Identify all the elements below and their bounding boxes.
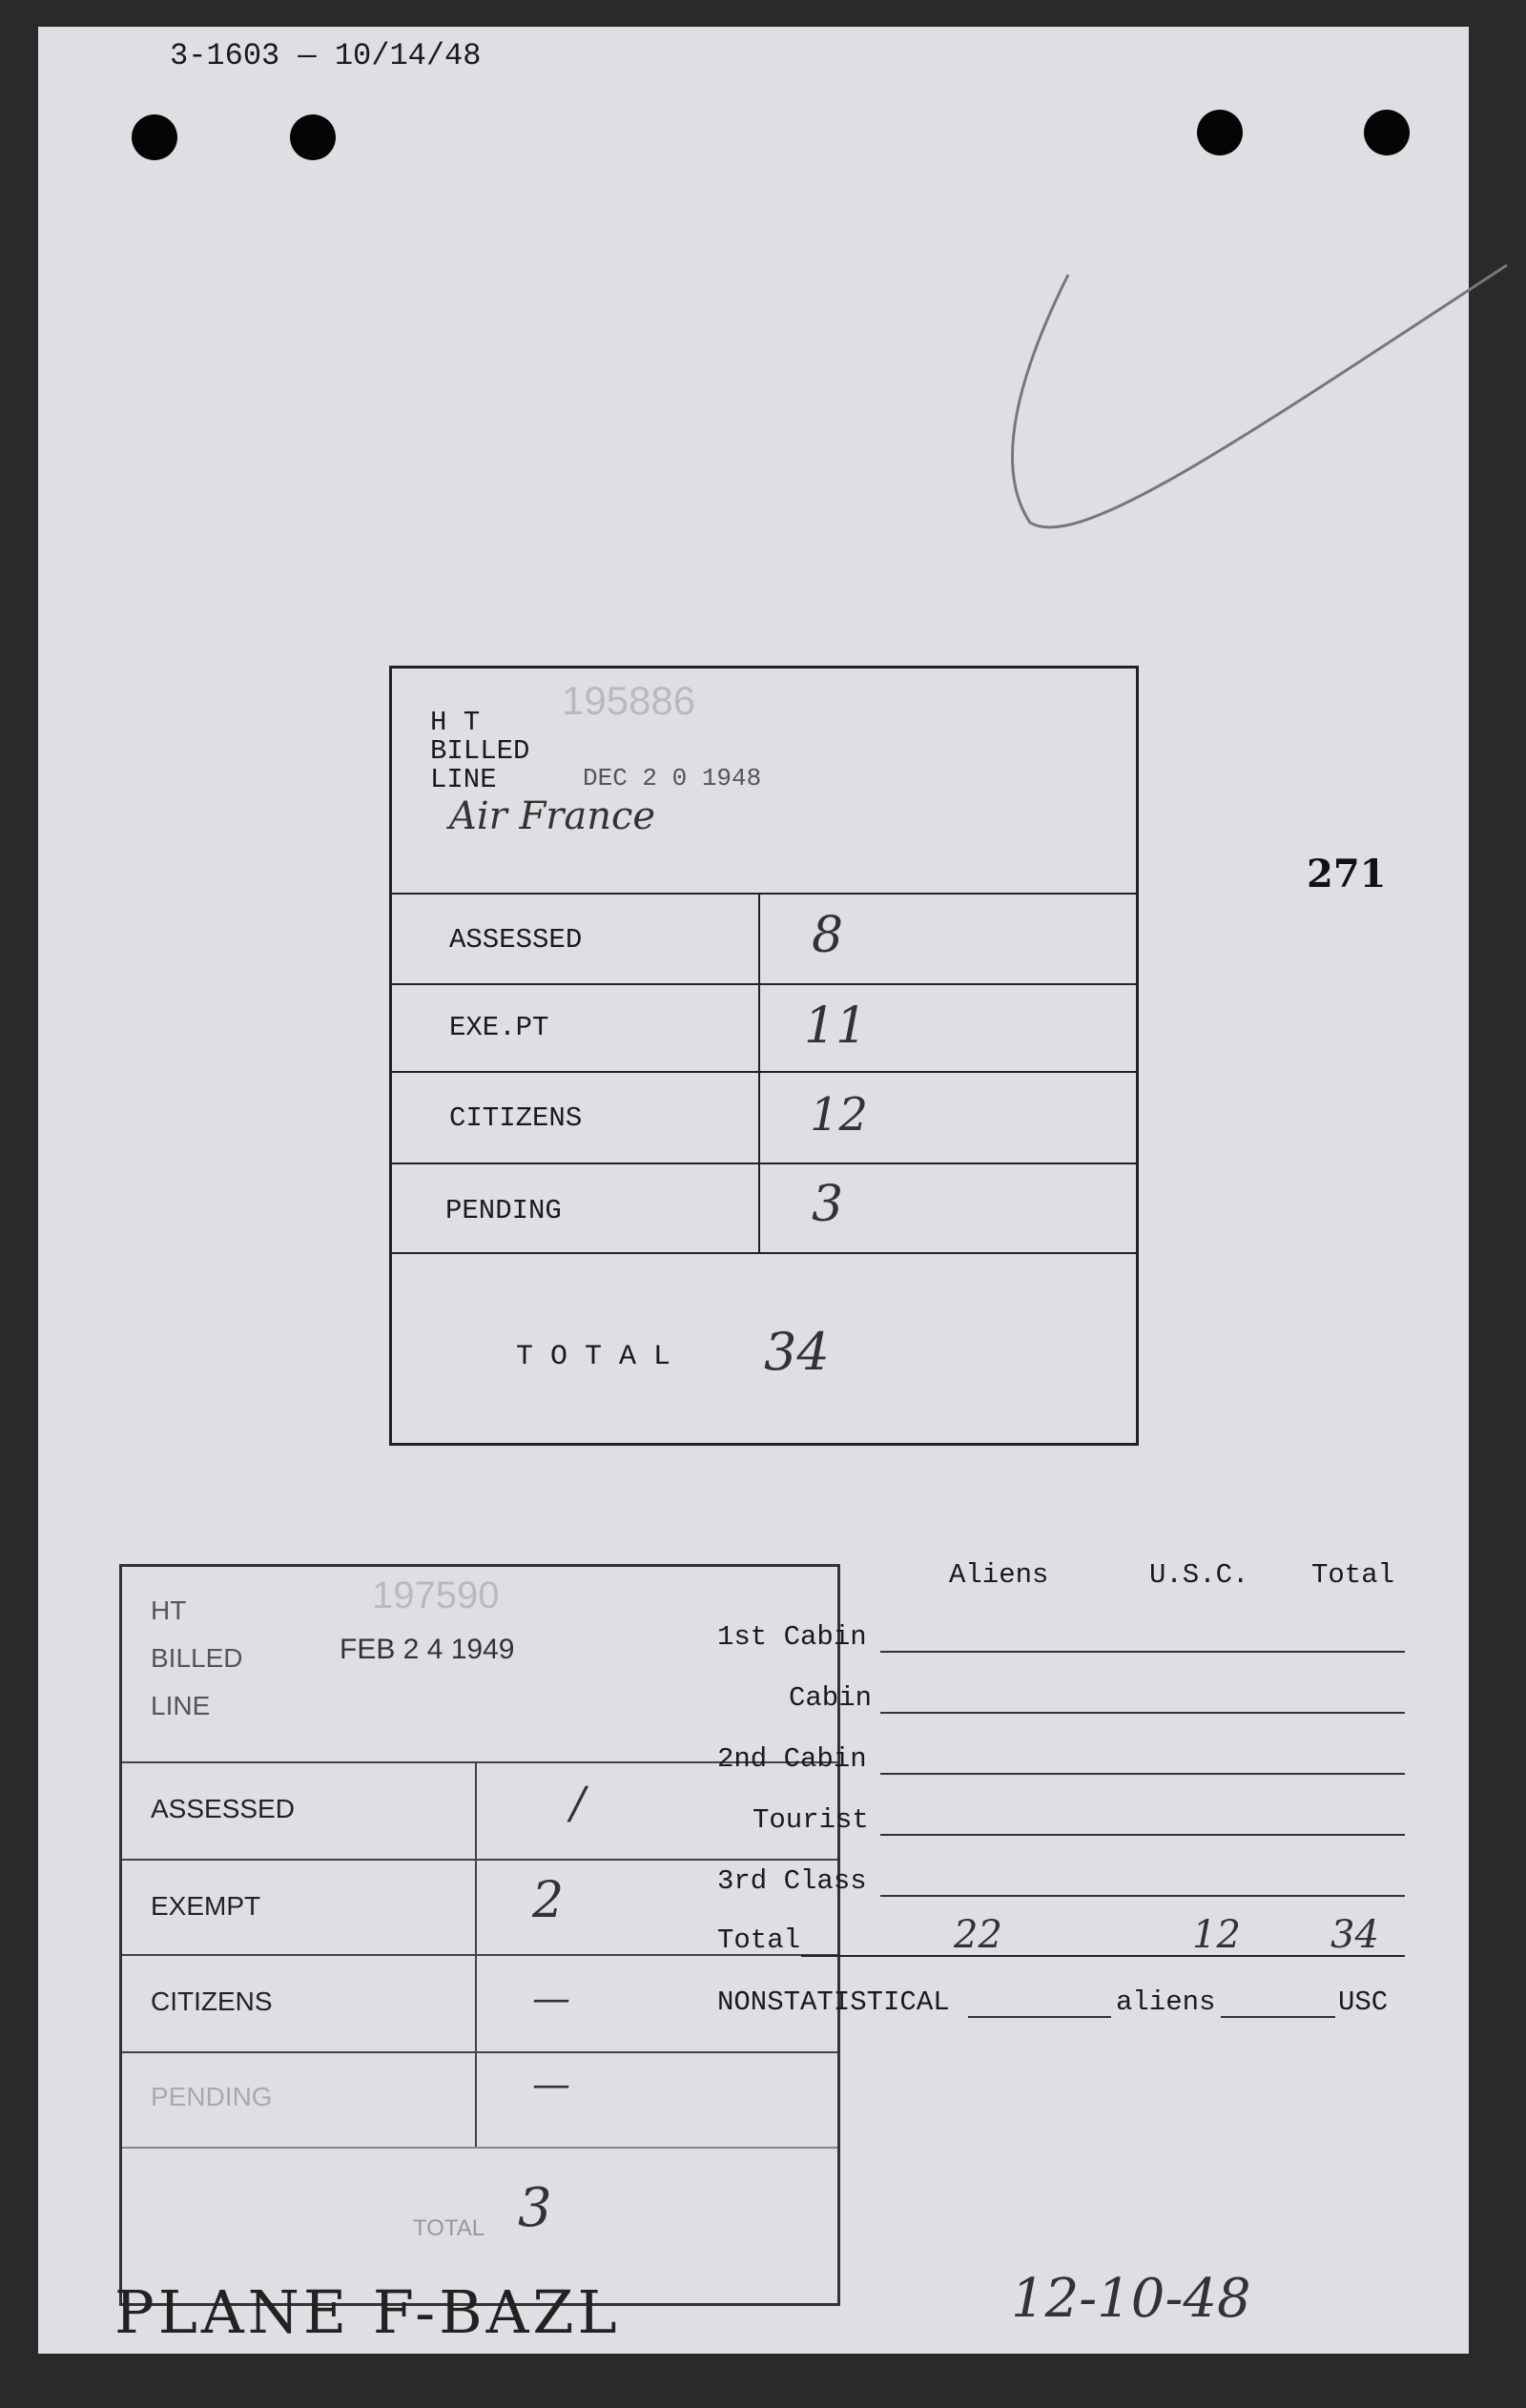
- fill-line: [880, 1834, 1405, 1836]
- card1-ht: H T: [430, 707, 481, 738]
- divider: [392, 983, 1136, 985]
- card1-row-label: PENDING: [445, 1195, 562, 1226]
- card2-total-label: TOTAL: [413, 2215, 485, 2241]
- row-2nd-cabin: 2nd Cabin: [717, 1743, 867, 1775]
- card1-row-label: EXE.PT: [449, 1012, 549, 1043]
- plane-id-handwritten: PLANE F-BAZL: [114, 2277, 621, 2347]
- punch-hole: [1197, 110, 1243, 155]
- card2-total-value: 3: [518, 2177, 552, 2239]
- divider: [392, 1163, 1136, 1164]
- page-number: 271: [1307, 852, 1387, 896]
- card2-stamp-number: 197590: [372, 1574, 500, 1616]
- nonstat-label: NONSTATISTICAL: [717, 1986, 950, 2018]
- document-page: [38, 27, 1469, 2354]
- card1-total-label: T O T A L: [516, 1341, 671, 1373]
- column-divider: [758, 893, 760, 1252]
- card1-row-label: ASSESSED: [449, 924, 583, 956]
- card2-row-value: /: [570, 1777, 586, 1828]
- total-aliens: 22: [954, 1913, 1002, 1957]
- divider: [392, 1071, 1136, 1073]
- card1-billed: BILLED: [430, 735, 530, 767]
- card1-stamp-number: 195886: [562, 678, 696, 723]
- card2-row-value: —: [532, 2063, 570, 2107]
- fill-line: [880, 1712, 1405, 1714]
- divider: [392, 1252, 1136, 1254]
- card1-airline-handwritten: Air France: [449, 794, 656, 838]
- column-divider: [475, 1761, 477, 2147]
- header-total: Total: [1311, 1559, 1395, 1591]
- check-mark-icon: [992, 237, 1526, 561]
- divider: [122, 1859, 837, 1861]
- row-1st-cabin: 1st Cabin: [717, 1621, 867, 1653]
- tax-card-1: [389, 666, 1139, 1446]
- card1-row-value: 11: [804, 998, 868, 1055]
- card1-line: LINE: [430, 764, 497, 795]
- punch-hole: [132, 114, 177, 160]
- punch-hole: [1364, 110, 1410, 155]
- row-cabin: Cabin: [789, 1682, 873, 1714]
- row-3rd-class: 3rd Class: [717, 1865, 867, 1897]
- fill-line: [880, 1651, 1405, 1653]
- card2-row-value: 2: [532, 1872, 565, 1929]
- divider: [122, 2051, 837, 2053]
- card2-row-label: ASSESSED: [151, 1794, 295, 1823]
- nonstat-aliens-label: aliens: [1116, 1986, 1216, 2018]
- header-reference: 3-1603 — 10/14/48: [170, 38, 482, 73]
- card2-ht: HT: [151, 1595, 187, 1625]
- total-total: 34: [1330, 1913, 1379, 1957]
- card2-stamp-date: FEB 2 4 1949: [340, 1634, 515, 1665]
- header-usc: U.S.C.: [1149, 1559, 1249, 1591]
- card2-row-value: —: [532, 1977, 570, 2021]
- fill-line: [880, 1895, 1405, 1897]
- row-tourist: Tourist: [753, 1804, 869, 1836]
- total-usc: 12: [1192, 1913, 1241, 1957]
- fill-line: [880, 1773, 1405, 1775]
- card2-row-label: EXEMPT: [151, 1891, 261, 1921]
- divider: [392, 893, 1136, 895]
- card2-billed: BILLED: [151, 1643, 243, 1673]
- footer-date-handwritten: 12-10-48: [1011, 2268, 1251, 2330]
- divider: [122, 2147, 837, 2149]
- header-aliens: Aliens: [949, 1559, 1049, 1591]
- card2-row-label: CITIZENS: [151, 1986, 273, 2016]
- fill-line: [968, 2016, 1111, 2018]
- row-total-label: Total: [717, 1924, 801, 1956]
- punch-hole: [290, 114, 336, 160]
- card1-total-value: 34: [764, 1322, 830, 1382]
- card2-line: LINE: [151, 1691, 211, 1720]
- card2-row-label: PENDING: [151, 2082, 273, 2111]
- fill-line: [801, 1955, 1405, 1957]
- card1-row-label: CITIZENS: [449, 1102, 583, 1134]
- card1-row-value: 12: [810, 1088, 869, 1142]
- card1-row-value: 3: [812, 1176, 844, 1233]
- card1-stamp-date: DEC 2 0 1948: [583, 764, 762, 792]
- nonstat-usc-label: USC: [1338, 1986, 1389, 2018]
- card1-row-value: 8: [812, 907, 844, 964]
- fill-line: [1221, 2016, 1335, 2018]
